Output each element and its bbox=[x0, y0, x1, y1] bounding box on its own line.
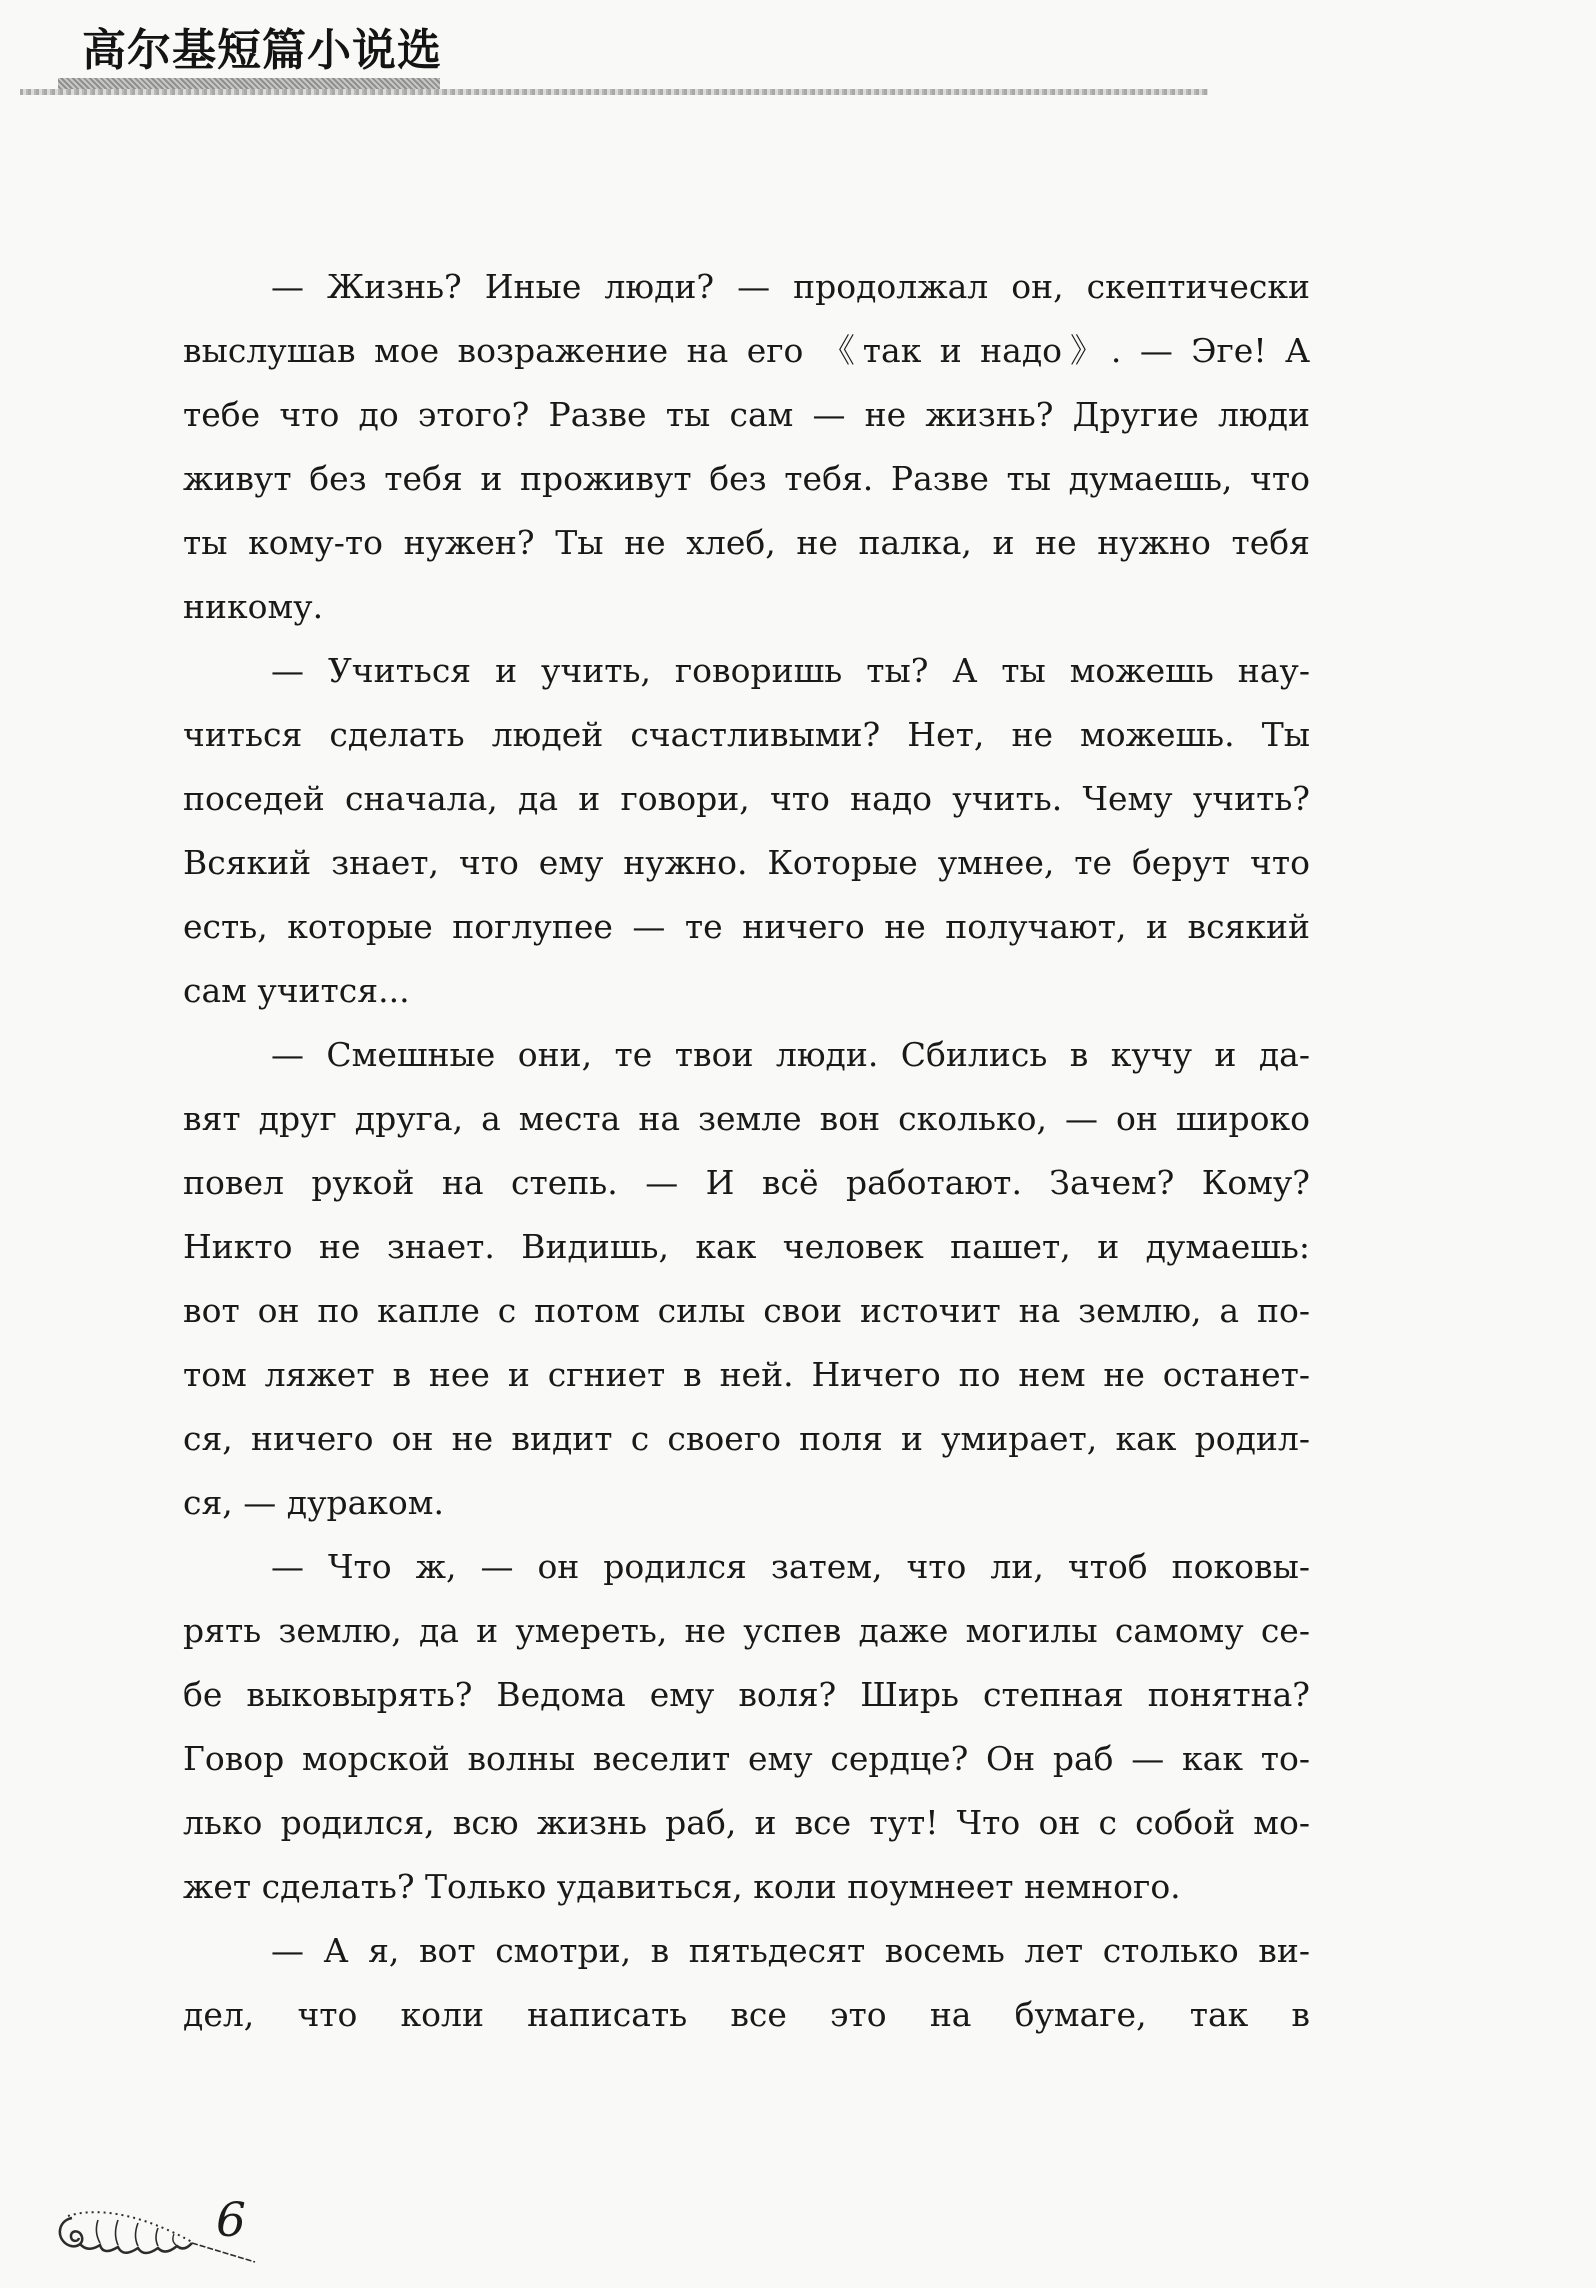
text-line: ся, ничего он не видит с своего поля и умирает, как родил- bbox=[183, 1419, 1310, 1458]
text-line: никому. bbox=[183, 587, 324, 626]
text-line: бе выковырять? Ведома ему воля? Ширь степная понятна? bbox=[183, 1675, 1310, 1714]
text-line: — А я, вот смотри, в пятьдесят восемь лет столько ви- bbox=[271, 1931, 1310, 1970]
text-line: лько родился, всю жизнь раб, и все тут! Что он с собой мо- bbox=[183, 1803, 1310, 1842]
text-line: — Учиться и учить, говоришь ты? А ты можешь нау- bbox=[271, 651, 1310, 690]
text-line: рять землю, да и умереть, не успев даже могилы самому се- bbox=[183, 1611, 1310, 1650]
text-line: поседей сначала, да и говори, что надо учить. Чему учить? bbox=[183, 779, 1310, 818]
text-line: есть, которые поглупее — те ничего не получают, и всякий bbox=[183, 907, 1310, 946]
text-line: тебе что до этого? Разве ты сам — не жизнь? Другие люди bbox=[183, 395, 1310, 434]
text-line: живут без тебя и проживут без тебя. Разве ты думаешь, что bbox=[183, 459, 1310, 498]
page-header-title: 高尔基短篇小说选 bbox=[82, 25, 442, 76]
text-line: Никто не знает. Видишь, как человек пашет, и думаешь: bbox=[183, 1227, 1310, 1266]
text-line: сам учится... bbox=[183, 971, 410, 1010]
text-line: жет сделать? Только удавиться, коли поумнеет немного. bbox=[183, 1867, 1181, 1906]
story-text-block bbox=[183, 255, 1310, 2047]
text-line: вот он по капле с потом силы свои источит на землю, а по- bbox=[183, 1291, 1310, 1330]
text-line: Говор морской волны веселит ему сердце? Он раб — как то- bbox=[183, 1739, 1310, 1778]
text-line: повел рукой на степь. — И всё работают. Зачем? Кому? bbox=[183, 1163, 1310, 1202]
page-number: 6 bbox=[216, 2193, 246, 2248]
text-line: — Что ж, — он родился затем, что ли, чтоб поковы- bbox=[271, 1547, 1310, 1586]
text-line: ся, — дураком. bbox=[183, 1483, 444, 1522]
text-line: вят друг друга, а места на земле вон сколько, — он широко bbox=[183, 1099, 1310, 1138]
text-line: выслушав мое возражение на его 《так и надо》. — Эге! А bbox=[183, 331, 1310, 370]
text-line: — Жизнь? Иные люди? — продолжал он, скептически bbox=[271, 267, 1310, 306]
text-line: том ляжет в нее и сгниет в ней. Ничего по нем не останет- bbox=[183, 1355, 1310, 1394]
text-line: Всякий знает, что ему нужно. Которые умнее, те берут что bbox=[183, 843, 1310, 882]
text-line: читься сделать людей счастливыми? Нет, не можешь. Ты bbox=[183, 715, 1310, 754]
text-line: дел, что коли написать все это на бумаге, так в bbox=[183, 1995, 1310, 2034]
text-line: ты кому-то нужен? Ты не хлеб, не палка, и не нужно тебя bbox=[183, 523, 1310, 562]
text-line: — Смешные они, те твои люди. Сбились в кучу и да- bbox=[271, 1035, 1310, 1074]
header-rule-line bbox=[20, 89, 1208, 95]
